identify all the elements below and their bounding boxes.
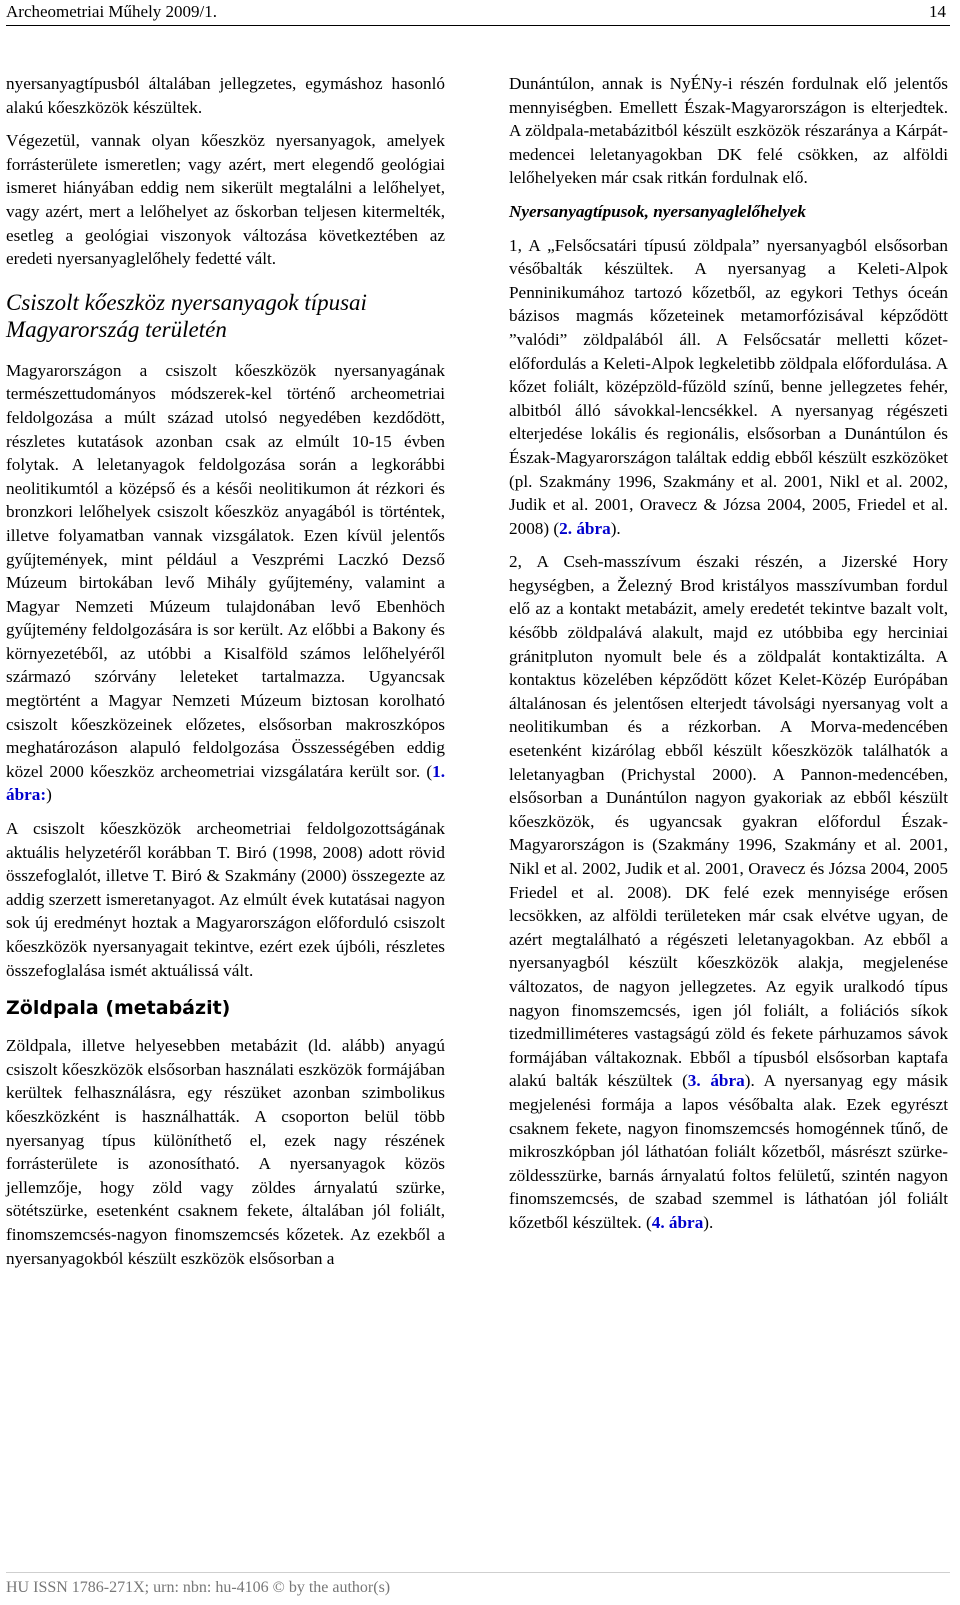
paragraph: Végezetül, vannak olyan kőeszköz nyersanyagok, amelyek forrásterülete ismeretlen; vagy azért, mert elegendő geológiai ismeret hiányában eddig nem sikerült megtalálni a lelőhelyet, vagy azért, mert a lelőhelyet az őskorban teljesen kitermelték, esetleg a geológiai viszonyok változása következtében az eredeti nyersanyaglelőhely fedetté vált.	[6, 131, 445, 269]
subsection-heading: Nyersanyagtípusok, nyersanyaglelőhelyek	[509, 201, 806, 221]
section-heading: Csiszolt kőeszköz nyersanyagok típusai Magyarország területén	[6, 289, 367, 342]
section-heading: Zöldpala (metabázit)	[6, 997, 231, 1020]
figure-link[interactable]: 3. ábra	[687, 1071, 745, 1091]
page-number: 14	[929, 2, 946, 21]
figure-link[interactable]: 1. ábra:	[6, 761, 445, 805]
page-footer	[6, 1578, 390, 1598]
paragraph: nyersanyagtípusból általában jellegzetes, egymáshoz hasonló alakú kőeszközök készültek.	[6, 74, 445, 117]
paragraph: Zöldpala, illetve helyesebben metabázit (ld. alább) anyagú csiszolt kőeszközök elsősorban használati eszközök formájában kerültek felhasználásra, egy részüket azonban szimbolikus kőeszközként is használhatták. A csoporton belül több nyersanyag típus különíthető el, ezek nagy részének forrásterülete is azonosítható. A nyersanyagok közös jellemzője, hogy zöld vagy zöldes árnyalatú szürke, sötétszürke, esetenként csaknem fekete, általában jól foliált, finomszemcsés-nagyon finomszemcsés kőzetek. Az ezekből a nyersanyagokból készült eszközök elsősorban a	[6, 1036, 445, 1268]
paragraph: Dunántúlon, annak is NyÉNy-i részén fordulnak elő jelentős mennyiségben. Emellett Észak-Magyarországon is elterjedtek. A zöldpala-metabázitból készült eszközök részaránya a Kárpát-medencei leletanyagokban DK felé csökken, az alföldi lelőhelyeken már csak ritkán fordulnak elő.	[509, 74, 948, 188]
figure-link[interactable]: 4. ábra	[651, 1212, 704, 1232]
footer-rule	[6, 1572, 950, 1573]
paragraph: A csiszolt kőeszközök archeometriai feldolgozottságának aktuális helyzetéről korábban T. Biró (1998, 2008) adott rövid összefoglalót, illetve T. Biró & Szakmány (2000) összegezte az addig szerzett ismeretanyagot. Az elmúlt évek kutatásai nagyon sok új eredményt hoztak a Magyarországon előforduló csiszolt kőeszközök nyersanyagait tekintve, ezért ezek újbóli, részletes összefoglalása ismét aktuálissá vált.	[6, 819, 445, 980]
paragraph: 2, A Cseh-masszívum északi részén, a Jizerské Hory hegységben, a Železný Brod kristályos masszívumban fordul elő az a kontakt metabázit, amely eredetét tekintve bazalt volt, később zöldpalává alakult, majd ez utóbbiba egy herciniai gránitpluton nyomult bele és a zöldpalát kontaktizálta. A kontaktus közelében képződött kőzet Kelet-Közép Európában általánosan és jelentősen elterjedt távolsági nyersanyag volt a neolitikumban és a rézkorban. A Morva-medencében esetenként kizárólag ebből készült kőeszközök találhatók a leletanyagban (Prichystal 2000). A Pannon-medencében, elsősorban a Dunántúlon nagyon gyakoriak az ebből készült kőeszközök, és ugyancsak gyakran előfordul Észak-Magyarországon is (Szakmány 1996, Szakmány et al. 2001, Nikl et al. 2002, Judik et al. 2001, Oravecz és Józsa 2004, 2005 Friedel et al. 2008). DK felé ezek mennyisége erősen lecsökken, az alföldi területeken már csak elvétve ugyan, de azért megtalálható a régészeti leletanyagokban. Az ebből a nyersanyagból készült kőeszközök alakja, megjelenése változatos, de nagyon jellegzetes. Az egyik uralkodó típus nagyon finomszemcsés, igen jól foliált, a foliációs síkok tizedmilliméteres vastagságú zöld és fekete párhuzamos sávok formájában váltakoznak. Ebből a típusból elsősorban kaptafa alakú balták készültek (3. ábra). A nyersanyag egy másik megjelenési formája a lapos vésőbalta alak. Ezek egyrészt csaknem fekete, nagyon finomszemcsés homogénnek tűnő, de mikroszkópban jól láthatóan foliált kőzetből, másrészt szürke-zöldesszürke, barnás árnyalatú foltos felületű, szintén nagyon finomszemcsés, de szabad szemmel is láthatóan jól foliált kőzetből készültek. (4. ábra).	[509, 552, 948, 1232]
left-column	[6, 72, 445, 1270]
header-rule	[6, 25, 950, 26]
right-column	[509, 72, 948, 1235]
footer-text: HU ISSN 1786-271X; urn: nbn: hu-4106 © by the author(s)	[6, 1579, 391, 1596]
figure-link[interactable]: 2. ábra	[559, 518, 611, 538]
paragraph: 1, A „Felsőcsatári típusú zöldpala” nyersanyagból elsősorban vésőbalták készültek. A nyersanyag a Keleti-Alpok Penninikumához tartozó kőzetből, az egykori Tethys óceán bázisos magmás kőzeteinek metamorfózisával képződött ”valódi” zöldpalából áll. A Felsőcsatár melletti kőzet-előfordulás a Keleti-Alpok legkeletibb zöldpala előfordulása. A kőzet foliált, középzöld-fűzöld színű, benne jellegzetes fehér, albitból álló sávokkal-lencsékkel. A nyersanyag régészeti elterjedése lokális és regionális, elsősorban a Dunántúlon és Észak-Magyarországon találtak eddig ebből készült eszközöket (pl. Szakmány 1996, Szakmány et al. 2001, Nikl et al. 2002, Judik et al. 2001, Oravecz & Józsa 2004, 2005, Friedel et al. 2008) (2. ábra).	[509, 235, 948, 538]
paragraph: Magyarországon a csiszolt kőeszközök nyersanyagának természettudományos módszerek-kel történő archeometriai feldolgozása a múlt század utolsó negyedében kezdődött, részletes kutatások azonban csak az elmúlt 10-15 évben folytak. A leletanyagok feldolgozása során a legkorábbi neolitikumtól a középső és a késői neolitikumon át rézkori és bronzkori lelőhelyek csiszolt kőeszköz anyagából is történtek, illetve folyamatban vannak vizsgálatok. Ezen kívül jelentős gyűjtemények, mint például a Veszprémi Laczkó Dezső Múzeum birtokában levő Mihály gyűjtemény, valamint a Magyar Nemzeti Múzeum tulajdonában levő Ebenhöch gyűjtemény feldolgozására is sor került. Az előbbi a Bakony és környezetéből, az utóbbi a Kisalföld számos lelőhelyéről származó szórvány leleteket tartalmazza. Ugyancsak megtörtént a Magyar Nemzeti Múzeum biztosan korolható csiszolt kőeszközeinek előzetes, elsősorban makroszkópos meghatározáson alapuló feldolgozása Összességében eddig közel 2000 kőeszköz archeometriai vizsgálatára került sor. (1. ábra:)	[6, 360, 445, 805]
journal-title: Archeometriai Műhely 2009/1.	[6, 2, 218, 21]
running-header	[6, 0, 950, 24]
